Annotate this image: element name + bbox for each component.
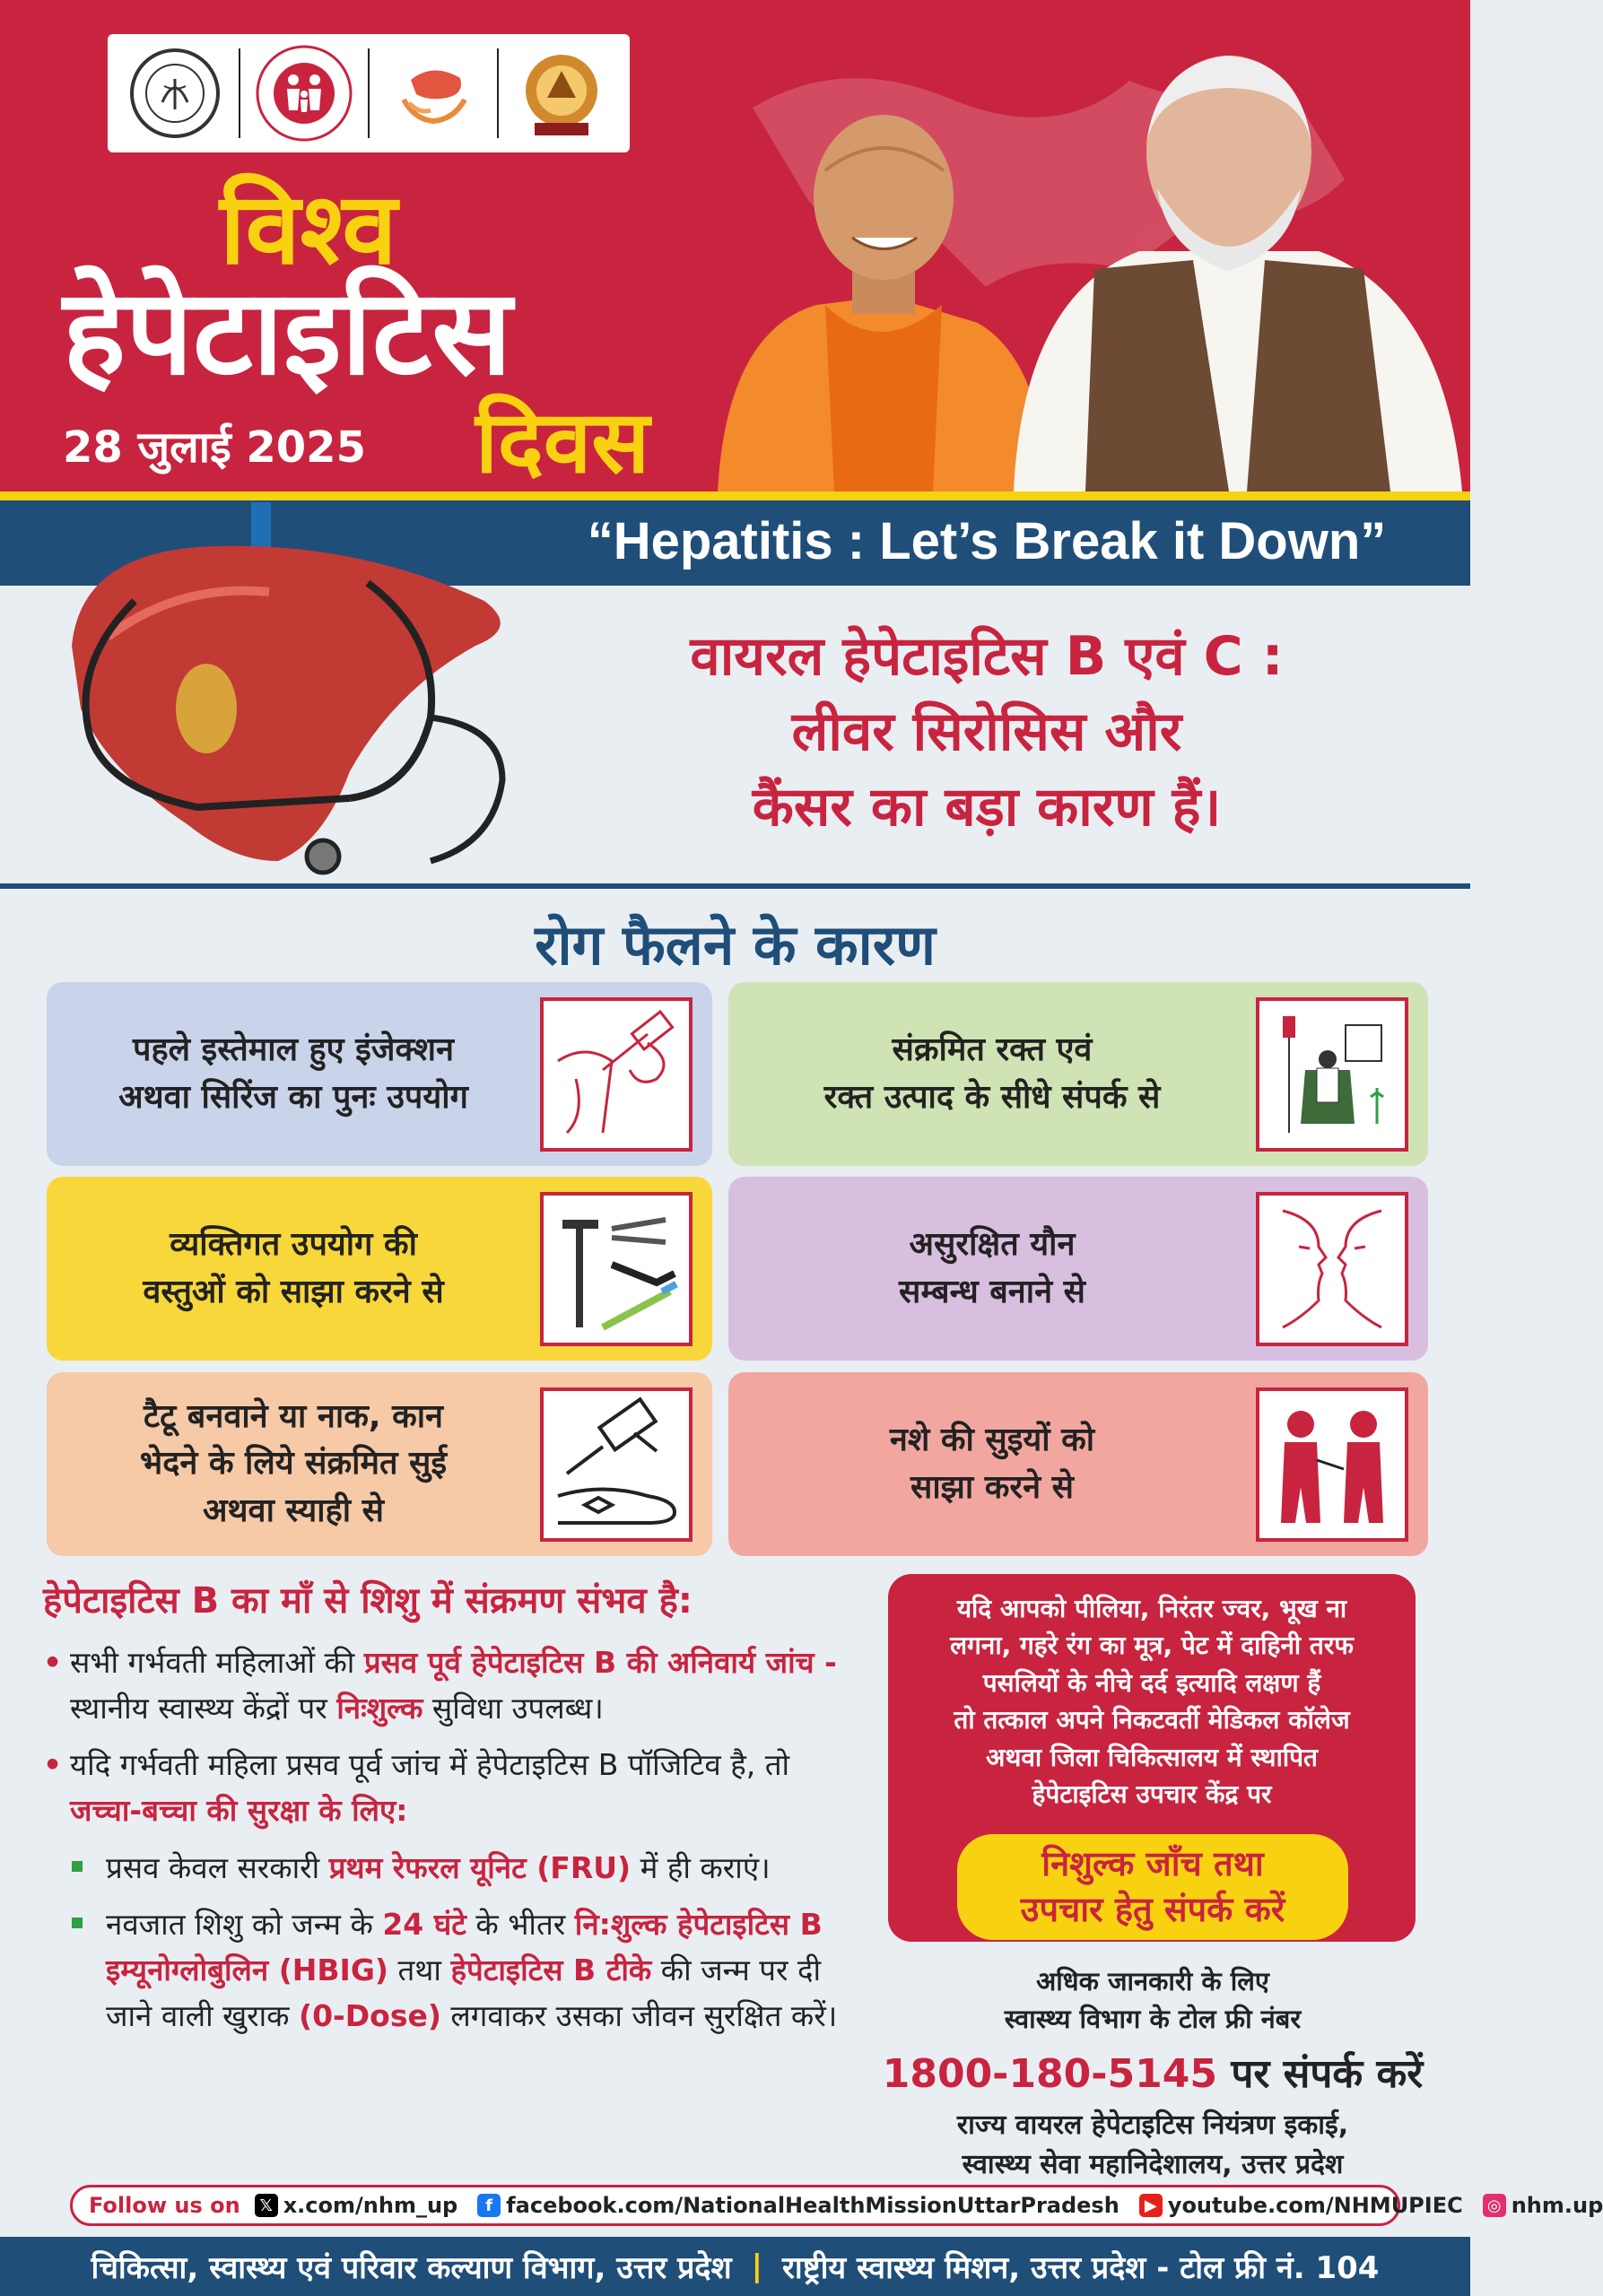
highlight-text: प्रथम रेफरल यूनिट (FRU) bbox=[328, 1849, 632, 1885]
up-government-emblem-icon bbox=[121, 40, 229, 146]
text-fragment: सुविधा उपलब्ध। bbox=[423, 1691, 604, 1726]
symptom-line: तो तत्काल अपने निकटवर्ती मेडिकल कॉलेज bbox=[954, 1705, 1350, 1735]
highlight-text: नि:शुल्क हेपेटाइटिस B इम्यूनोग्लोबुलिन (HBIG) bbox=[106, 1906, 823, 1987]
footer-separator: | bbox=[751, 2248, 763, 2284]
list-item bbox=[43, 1742, 868, 1833]
text-fragment: नवजात शिशु को जन्म के bbox=[106, 1906, 383, 1942]
portrait-left bbox=[718, 115, 1050, 491]
callout-line: उपचार हेतु संपर्क करें bbox=[1020, 1890, 1285, 1930]
logo-divider bbox=[239, 48, 240, 138]
x-link-text: x.com/nhm_up bbox=[283, 2193, 458, 2218]
highlight-text: निःशुल्क bbox=[336, 1691, 423, 1726]
viral-hepatitis-program-logo-icon bbox=[379, 40, 487, 146]
x-icon: 𝕏 bbox=[255, 2194, 278, 2217]
razor-toothbrush-icon bbox=[540, 1192, 693, 1346]
contact-line: स्वास्थ्य विभाग के टोल फ्री नंबर bbox=[1004, 2004, 1302, 2035]
symptom-line: लगना, गहरे रंग का मूत्र, पेट में दाहिनी तरफ bbox=[950, 1631, 1354, 1661]
text-fragment: के भीतर bbox=[466, 1906, 575, 1942]
highlight-text: प्रसव पूर्व हेपेटाइटिस B की अनिवार्य जांच - bbox=[363, 1645, 837, 1680]
cause-text bbox=[728, 1027, 1256, 1120]
org-line: स्वास्थ्य सेवा महानिदेशालय, उत्तर प्रदेश bbox=[962, 2148, 1344, 2180]
leader-portraits bbox=[709, 36, 1470, 491]
cause-text bbox=[728, 1417, 1256, 1510]
portrait-right bbox=[1014, 56, 1462, 491]
cause-line: अथवा सिरिंज का पुनः उपयोग bbox=[118, 1078, 468, 1116]
youtube-icon: ▶ bbox=[1139, 2194, 1163, 2217]
youtube-link-text: youtube.com/NHMUPIEC bbox=[1167, 2193, 1463, 2218]
footer-nhm: राष्ट्रीय स्वास्थ्य मिशन, उत्तर प्रदेश - टोल फ्री नं. 104 bbox=[782, 2250, 1380, 2286]
cause-text bbox=[47, 1027, 540, 1120]
text-fragment: की जन्म पर दी जाने वाली खुराक bbox=[106, 1952, 822, 2033]
text-fragment: सभी गर्भवती महिलाओं की bbox=[70, 1645, 364, 1680]
highlight-text: हेपेटाइटिस B टीके bbox=[450, 1952, 652, 1987]
symptom-line: हेपेटाइटिस उपचार केंद्र पर bbox=[1032, 1779, 1272, 1810]
cause-line: नशे की सुइयों को bbox=[889, 1422, 1095, 1459]
tattoo-machine-icon bbox=[540, 1387, 693, 1542]
cause-card-reused-injection bbox=[47, 982, 712, 1166]
cause-line: पहले इस्तेमाल हुए इंजेक्शन bbox=[133, 1031, 454, 1069]
footer-bar bbox=[0, 2237, 1470, 2296]
org-line: राज्य वायरल हेपेटाइटिस नियंत्रण इकाई, bbox=[956, 2109, 1349, 2142]
highlight-text: जच्चा-बच्चा की सुरक्षा के लिए: bbox=[70, 1793, 408, 1829]
mother-child-title: हेपेटाइटिस B का माँ से शिशु में संक्रमण संभव है: bbox=[43, 1580, 693, 1622]
sharing-needles-icon bbox=[1256, 1387, 1408, 1542]
injection-icon bbox=[540, 997, 693, 1152]
facebook-link[interactable] bbox=[477, 2193, 1119, 2218]
facebook-link-text: facebook.com/NationalHealthMissionUttarPradesh bbox=[506, 2193, 1119, 2218]
list-item bbox=[43, 1639, 868, 1731]
symptom-line: अथवा जिला चिकित्सालय में स्थापित bbox=[986, 1742, 1318, 1772]
sub-list-item bbox=[43, 1845, 868, 1891]
free-treatment-callout bbox=[957, 1834, 1348, 1940]
toll-free-number[interactable]: 1800-180-5145 bbox=[882, 2051, 1218, 2098]
national-health-mission-logo-icon bbox=[250, 40, 358, 146]
cause-line: भेदने के लिये संक्रमित सुई bbox=[139, 1445, 448, 1483]
logo-divider bbox=[497, 48, 499, 138]
headline-line-1: वायरल हेपेटाइटिस B एवं C : bbox=[690, 625, 1284, 688]
social-links-bar bbox=[70, 2185, 1603, 2226]
section-divider bbox=[0, 883, 1470, 889]
theme-slogan: “Hepatitis : Let’s Break it Down” bbox=[587, 512, 1387, 570]
cause-card-shared-needles bbox=[728, 1372, 1428, 1556]
cause-line: व्यक्तिगत उपयोग की bbox=[170, 1226, 417, 1264]
toll-free-suffix: पर संपर्क करें bbox=[1217, 2051, 1424, 2098]
header-banner bbox=[0, 0, 1470, 500]
cause-text bbox=[47, 1394, 540, 1535]
text-fragment: स्थानीय स्वास्थ्य केंद्रों पर bbox=[70, 1691, 337, 1726]
headline bbox=[583, 619, 1390, 845]
cause-line: अथवा स्याही से bbox=[203, 1492, 384, 1529]
title-hepatitis: हेपेटाइटिस bbox=[63, 264, 512, 402]
text-fragment: प्रसव केवल सरकारी bbox=[106, 1849, 329, 1885]
instagram-icon: ◎ bbox=[1483, 2194, 1506, 2217]
cause-line: साझा करने से bbox=[910, 1468, 1074, 1506]
state-seal-icon bbox=[508, 40, 615, 146]
cause-line: संक्रमित रक्त एवं bbox=[892, 1031, 1093, 1069]
headline-line-3: कैंसर का बड़ा कारण हैं। bbox=[752, 776, 1222, 839]
facebook-icon: f bbox=[477, 2194, 501, 2217]
cause-line: रक्त उत्पाद के सीधे संपर्क से bbox=[823, 1078, 1161, 1116]
highlight-text: (0-Dose) bbox=[299, 1997, 441, 2033]
symptom-line: यदि आपको पीलिया, निरंतर ज्वर, भूख ना bbox=[956, 1594, 1347, 1623]
cause-line: वस्तुओं को साझा करने से bbox=[143, 1273, 444, 1310]
cause-card-unsafe-sex bbox=[728, 1177, 1428, 1361]
instagram-link[interactable] bbox=[1483, 2193, 1603, 2218]
x-link[interactable] bbox=[255, 2193, 458, 2218]
cause-line: सम्बन्ध बनाने से bbox=[899, 1273, 1085, 1310]
blood-transfusion-icon bbox=[1256, 997, 1408, 1152]
sub-list-item bbox=[43, 1901, 868, 2039]
two-faces-icon bbox=[1256, 1192, 1408, 1346]
text-fragment: यदि गर्भवती महिला प्रसव पूर्व जांच में हेपेटाइटिस B पॉजिटिव है, तो bbox=[70, 1747, 790, 1783]
cause-text bbox=[47, 1222, 540, 1315]
mother-child-section bbox=[43, 1574, 868, 2049]
liver-stethoscope-illustration bbox=[54, 502, 529, 879]
symptom-line: पसलियों के नीचे दर्द इत्यादि लक्षण हैं bbox=[982, 1667, 1321, 1698]
youtube-link[interactable] bbox=[1139, 2193, 1463, 2218]
cause-card-tattoo-piercing bbox=[47, 1372, 712, 1556]
instagram-link-text: nhm.up bbox=[1511, 2193, 1603, 2218]
logo-divider bbox=[368, 48, 370, 138]
toll-free-line bbox=[875, 2045, 1431, 2099]
contact-block bbox=[875, 1962, 1431, 2184]
cause-line: टैटू बनवाने या नाक, कान bbox=[143, 1398, 444, 1436]
text-fragment: में ही कराएं। bbox=[631, 1849, 771, 1885]
callout-line: निशुल्क जाँच तथा bbox=[1041, 1844, 1264, 1883]
follow-label: Follow us on bbox=[89, 2193, 240, 2218]
event-date: 28 जुलाई 2025 bbox=[63, 422, 366, 473]
text-fragment: तथा bbox=[388, 1952, 451, 1987]
cause-text bbox=[728, 1222, 1256, 1315]
causes-title: रोग फैलने के कारण bbox=[535, 912, 936, 978]
contact-line: अधिक जानकारी के लिए bbox=[1036, 1966, 1269, 1996]
cause-card-infected-blood bbox=[728, 982, 1428, 1166]
logo-strip bbox=[108, 34, 630, 152]
title-vishva: विश्व bbox=[220, 171, 397, 286]
title-divas: दिवस bbox=[475, 392, 650, 492]
footer-department: चिकित्सा, स्वास्थ्य एवं परिवार कल्याण विभाग, उत्तर प्रदेश bbox=[91, 2250, 732, 2286]
cause-card-shared-items bbox=[47, 1177, 712, 1361]
headline-line-2: लीवर सिरोसिस और bbox=[791, 700, 1182, 763]
highlight-text: 24 घंटे bbox=[382, 1906, 466, 1942]
cause-line: असुरक्षित यौन bbox=[909, 1226, 1076, 1264]
text-fragment: लगवाकर उसका जीवन सुरक्षित करें। bbox=[440, 1997, 838, 2033]
